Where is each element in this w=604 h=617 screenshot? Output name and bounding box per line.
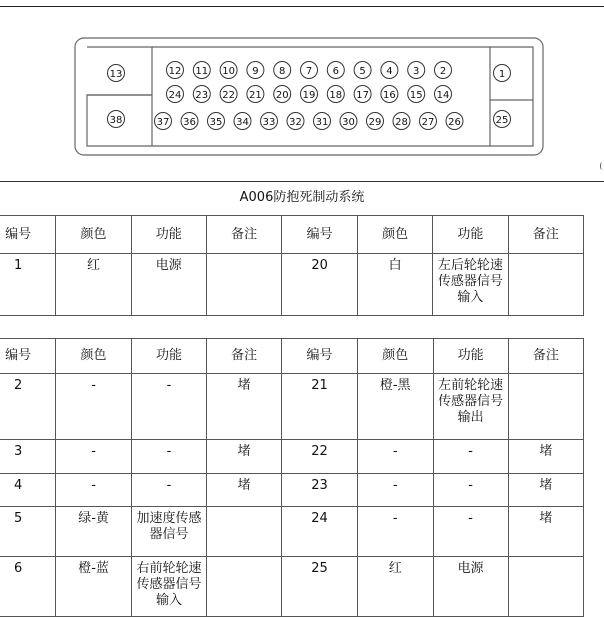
pin-label: 21 <box>249 90 262 101</box>
table-cell: 23 <box>282 474 358 507</box>
table-row <box>0 507 584 557</box>
pin-label: 13 <box>109 69 123 80</box>
header-cell: 颜色 <box>56 216 131 254</box>
pin-label: 35 <box>209 117 223 128</box>
pin-label: 20 <box>275 90 289 101</box>
pin-label: 9 <box>252 66 259 77</box>
table-cell <box>508 557 583 617</box>
table-cell: 堵 <box>207 474 282 507</box>
pin-label: 26 <box>448 117 461 128</box>
table-cell: 堵 <box>508 440 583 474</box>
header-cell: 备注 <box>508 216 583 254</box>
table-cell: 21 <box>282 374 358 440</box>
pin-label: 30 <box>342 117 355 128</box>
header-cell: 编号 <box>282 216 358 254</box>
pin-label: 22 <box>222 90 235 101</box>
table-row <box>0 474 584 507</box>
table-cell: 右前轮轮速传感器信号输入 <box>131 557 206 617</box>
table-cell: 24 <box>282 507 358 557</box>
pin-label: 34 <box>236 117 249 128</box>
header-cell: 编号 <box>0 339 56 374</box>
table-row <box>0 374 584 440</box>
pin-label: 12 <box>168 66 182 77</box>
header-cell: 功能 <box>131 339 206 374</box>
pin-label: 33 <box>262 117 276 128</box>
section-title: A006防抱死制动系统 <box>239 190 365 205</box>
table-cell: 绿-黄 <box>56 507 132 557</box>
pin-table-1 <box>0 215 584 316</box>
pin-label: 8 <box>279 66 286 77</box>
pin-label: 32 <box>289 117 302 128</box>
table-cell <box>207 557 282 617</box>
table-cell: - <box>131 374 206 440</box>
pin-label: 15 <box>409 90 423 101</box>
pin-label: 38 <box>109 115 123 126</box>
pin-label: 3 <box>413 66 420 77</box>
table-cell: 25 <box>282 557 358 617</box>
edge-mark <box>600 162 604 170</box>
table-cell <box>206 254 281 316</box>
table-cell: 橙-黑 <box>357 374 433 440</box>
table-row <box>0 440 584 474</box>
table-cell: 红 <box>56 254 131 316</box>
table-header-row <box>0 216 584 254</box>
table-cell: - <box>433 474 508 507</box>
table-cell <box>508 374 583 440</box>
header-cell: 颜色 <box>357 216 432 254</box>
table-cell: 2 <box>0 374 56 440</box>
table-cell <box>207 507 282 557</box>
table-row <box>0 254 584 316</box>
header-cell: 编号 <box>282 339 358 374</box>
table-cell: 电源 <box>131 254 206 316</box>
pin-label: 28 <box>395 117 408 128</box>
header-cell: 备注 <box>508 339 583 374</box>
table-cell: 22 <box>282 440 358 474</box>
pin-label: 5 <box>359 66 366 77</box>
table-cell: 6 <box>0 557 56 617</box>
header-cell: 备注 <box>206 216 281 254</box>
pin-label: 27 <box>421 117 435 128</box>
table-cell: - <box>357 440 433 474</box>
pin-label: 6 <box>332 66 339 77</box>
pin-label: 24 <box>168 90 182 101</box>
header-cell: 颜色 <box>56 339 132 374</box>
table-cell <box>508 254 583 316</box>
table-header-row <box>0 339 584 374</box>
table-cell: - <box>56 474 132 507</box>
header-cell: 编号 <box>0 216 56 254</box>
header-cell: 功能 <box>131 216 206 254</box>
pin-label: 1 <box>498 69 506 80</box>
table-cell: 5 <box>0 507 56 557</box>
table-cell: 堵 <box>207 374 282 440</box>
table-cell: - <box>433 507 508 557</box>
table-cell: - <box>357 507 433 557</box>
table-cell: 堵 <box>207 440 282 474</box>
table-row <box>0 557 584 617</box>
pin-label: 16 <box>383 90 396 101</box>
pin-label: 7 <box>305 66 313 77</box>
table-cell: 堵 <box>508 507 583 557</box>
table-cell: 白 <box>357 254 432 316</box>
table-cell: - <box>357 474 433 507</box>
pin-label: 11 <box>195 66 209 77</box>
header-cell: 功能 <box>433 339 508 374</box>
pin-label: 37 <box>156 117 170 128</box>
table-cell: 3 <box>0 440 56 474</box>
table-cell: - <box>56 440 132 474</box>
pin-label: 2 <box>439 66 447 77</box>
header-cell: 功能 <box>433 216 508 254</box>
table-cell: 红 <box>357 557 433 617</box>
table-cell: 4 <box>0 474 56 507</box>
table-cell: 左后轮轮速传感器信号输入 <box>433 254 508 316</box>
pin-label: 4 <box>386 66 393 77</box>
header-cell: 颜色 <box>357 339 433 374</box>
table-cell: - <box>433 440 508 474</box>
pin-label: 18 <box>329 90 343 101</box>
table-cell: - <box>131 474 206 507</box>
table-cell: - <box>56 374 132 440</box>
connector-diagram <box>0 0 604 175</box>
table-cell: 20 <box>282 254 358 316</box>
table-cell: - <box>131 440 206 474</box>
pin-label: 19 <box>302 90 316 101</box>
table-cell: 左前轮轮速传感器信号输出 <box>433 374 508 440</box>
table-cell: 电源 <box>433 557 508 617</box>
pin-label: 29 <box>368 117 382 128</box>
pin-label: 17 <box>356 90 369 101</box>
table-cell: 加速度传感器信号 <box>131 507 206 557</box>
table-cell: 堵 <box>508 474 583 507</box>
pin-label: 25 <box>495 115 509 126</box>
pin-label: 10 <box>222 66 235 77</box>
pin-label: 36 <box>183 117 196 128</box>
pin-table-2 <box>0 338 584 617</box>
table-cell: 1 <box>0 254 56 316</box>
pin-label: 14 <box>436 90 450 101</box>
header-cell: 备注 <box>207 339 282 374</box>
pin-label: 23 <box>195 90 209 101</box>
pin-label: 31 <box>315 117 329 128</box>
table-cell: 橙-蓝 <box>56 557 132 617</box>
